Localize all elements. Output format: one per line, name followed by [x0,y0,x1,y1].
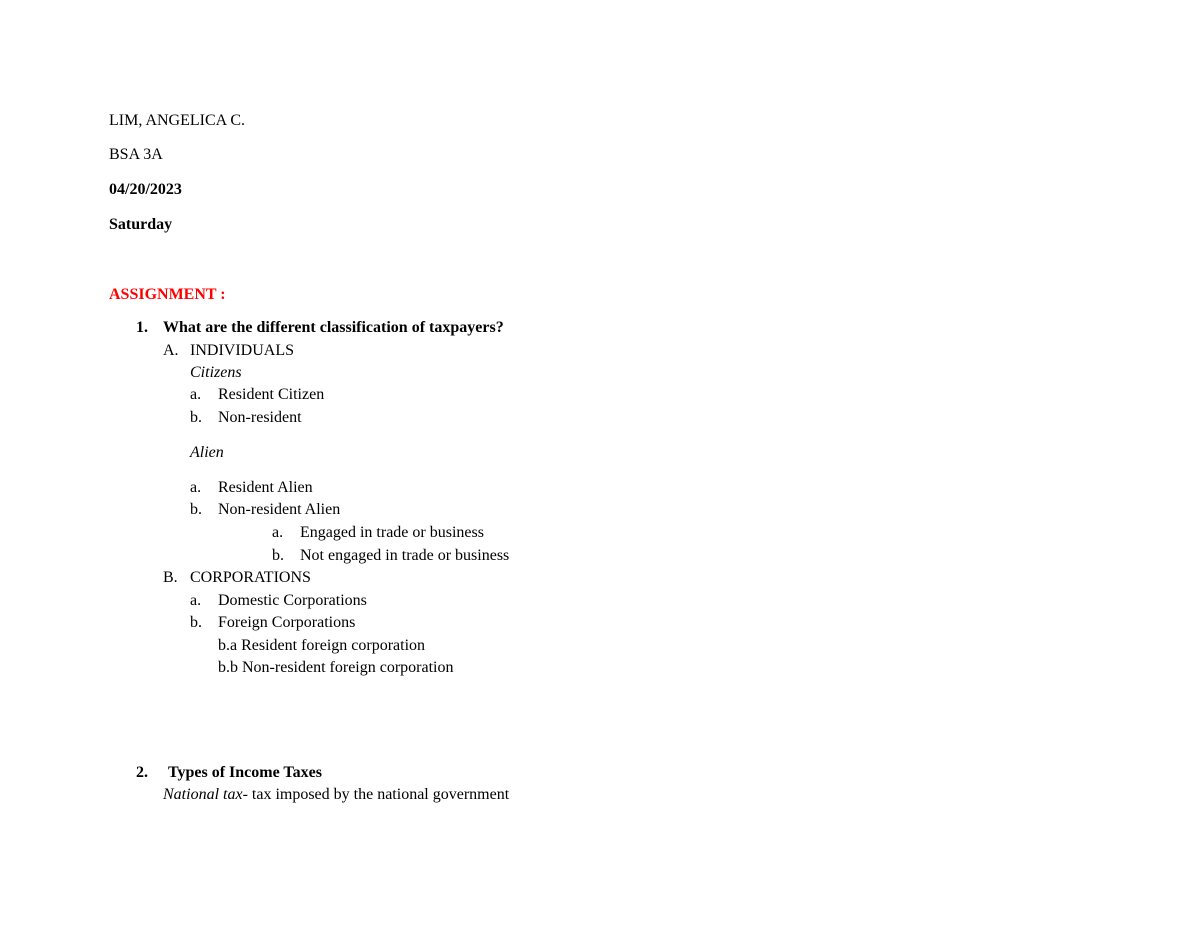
group-a-label: INDIVIDUALS [190,342,294,359]
group-b-marker: B. [163,569,178,586]
alien-heading: Alien [190,444,224,461]
citizen-marker: b. [190,409,202,426]
q1-number: 1. [136,319,148,336]
corporation-item: Domestic Corporations [218,592,367,609]
student-name: LIM, ANGELICA C. [109,112,245,129]
document-day: Saturday [109,216,173,233]
foreign-sub-item: b.b Non-resident foreign corporation [218,659,454,676]
corporation-item: Foreign Corporations [218,614,356,631]
group-b-label: CORPORATIONS [190,569,311,586]
foreign-sub-item: b.a Resident foreign corporation [218,637,426,654]
alien-item: Non-resident Alien [218,501,341,518]
alien-sub-item: Engaged in trade or business [300,524,484,541]
alien-sub-marker: a. [272,524,284,541]
q1-question: What are the different classification of taxpayers? [163,319,504,336]
alien-marker: b. [190,501,202,518]
national-tax-term: National tax [163,786,243,803]
q2-number: 2. [136,764,148,781]
q2-question: Types of Income Taxes [168,764,322,781]
assignment-title: ASSIGNMENT : [109,286,226,303]
citizen-item: Non-resident [218,409,302,426]
alien-marker: a. [190,479,202,496]
document-date: 04/20/2023 [109,181,182,198]
alien-sub-marker: b. [272,547,284,564]
citizen-marker: a. [190,386,202,403]
alien-item: Resident Alien [218,479,313,496]
citizens-heading: Citizens [190,364,242,381]
national-tax-definition [163,785,509,805]
alien-sub-item: Not engaged in trade or business [300,547,510,564]
corporation-marker: a. [190,592,202,609]
citizen-item: Resident Citizen [218,386,325,403]
group-a-marker: A. [163,342,179,359]
student-section: BSA 3A [109,146,163,163]
national-tax-desc: - tax imposed by the national government [242,786,510,803]
corporation-marker: b. [190,614,202,631]
